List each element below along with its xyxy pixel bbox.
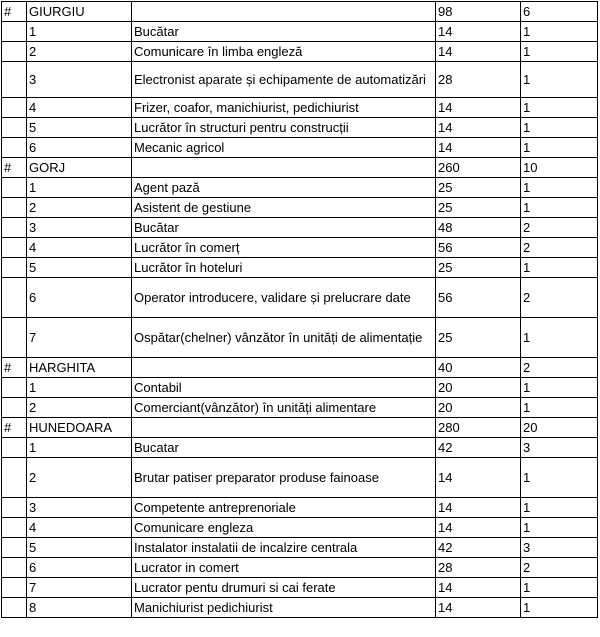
participants-cell: 14 — [436, 458, 521, 498]
spacer-cell — [2, 278, 27, 318]
spacer-cell — [2, 518, 27, 538]
county-total-courses: 20 — [521, 418, 598, 438]
marker-cell: # — [2, 2, 27, 22]
table-row — [2, 458, 598, 498]
participants-cell: 14 — [436, 42, 521, 62]
courses-count-cell: 1 — [521, 378, 598, 398]
county-header-row — [2, 418, 598, 438]
county-total-courses: 6 — [521, 2, 598, 22]
participants-cell: 28 — [436, 62, 521, 98]
table-row — [2, 218, 598, 238]
participants-cell: 14 — [436, 518, 521, 538]
spacer-cell — [2, 198, 27, 218]
table-row — [2, 498, 598, 518]
row-number-cell: 1 — [27, 378, 132, 398]
participants-cell: 14 — [436, 118, 521, 138]
county-name-cell: GIURGIU — [27, 2, 132, 22]
county-header-row — [2, 2, 598, 22]
table-row — [2, 318, 598, 358]
spacer-cell — [2, 458, 27, 498]
county-name-cell: HUNEDOARA — [27, 418, 132, 438]
course-name-cell: Comunicare în limba engleză — [132, 42, 436, 62]
row-number-cell: 7 — [27, 578, 132, 598]
row-number-cell: 1 — [27, 178, 132, 198]
course-name-cell: Contabil — [132, 378, 436, 398]
participants-cell: 14 — [436, 598, 521, 618]
participants-cell: 25 — [436, 198, 521, 218]
spacer-cell — [2, 98, 27, 118]
spacer-cell — [2, 538, 27, 558]
spacer-cell — [2, 318, 27, 358]
row-number-cell: 5 — [27, 118, 132, 138]
participants-cell: 42 — [436, 538, 521, 558]
row-number-cell: 5 — [27, 258, 132, 278]
courses-count-cell: 1 — [521, 598, 598, 618]
courses-count-cell: 1 — [521, 62, 598, 98]
spacer-cell — [2, 398, 27, 418]
county-total-participants: 98 — [436, 2, 521, 22]
courses-count-cell: 1 — [521, 458, 598, 498]
row-number-cell: 4 — [27, 238, 132, 258]
spacer-cell — [2, 62, 27, 98]
county-header-row — [2, 158, 598, 178]
spacer-cell — [2, 578, 27, 598]
row-number-cell: 3 — [27, 218, 132, 238]
row-number-cell: 7 — [27, 318, 132, 358]
table-row — [2, 598, 598, 618]
courses-count-cell: 3 — [521, 538, 598, 558]
course-name-cell: Mecanic agricol — [132, 138, 436, 158]
spacer-cell — [2, 218, 27, 238]
table-row — [2, 138, 598, 158]
course-name-cell: Operator introducere, validare și prelucrare date — [132, 278, 436, 318]
participants-cell: 56 — [436, 278, 521, 318]
table-row — [2, 178, 598, 198]
courses-count-cell: 2 — [521, 218, 598, 238]
course-name-cell: Asistent de gestiune — [132, 198, 436, 218]
spacer-cell — [2, 498, 27, 518]
county-name-cell: GORJ — [27, 158, 132, 178]
row-number-cell: 2 — [27, 198, 132, 218]
participants-cell: 48 — [436, 218, 521, 238]
participants-cell: 20 — [436, 398, 521, 418]
table-row — [2, 198, 598, 218]
course-name-cell: Frizer, coafor, manichiurist, pedichiurist — [132, 98, 436, 118]
course-name-cell: Bucatar — [132, 438, 436, 458]
table-row — [2, 558, 598, 578]
course-name-cell: Electronist aparate și echipamente de automatizări — [132, 62, 436, 98]
courses-count-cell: 1 — [521, 398, 598, 418]
county-header-row — [2, 358, 598, 378]
county-total-participants: 40 — [436, 358, 521, 378]
participants-cell: 25 — [436, 258, 521, 278]
course-name-cell: Lucrător în comerț — [132, 238, 436, 258]
table-row — [2, 438, 598, 458]
course-name-cell: Comunicare engleza — [132, 518, 436, 538]
marker-cell: # — [2, 418, 27, 438]
table-row — [2, 538, 598, 558]
table-row — [2, 118, 598, 138]
course-name-cell: Lucrator pentu drumuri si cai ferate — [132, 578, 436, 598]
courses-count-cell: 1 — [521, 258, 598, 278]
row-number-cell: 6 — [27, 138, 132, 158]
row-number-cell: 1 — [27, 438, 132, 458]
spacer-cell — [2, 378, 27, 398]
spacer-cell — [2, 178, 27, 198]
course-name-cell: Lucrator in comert — [132, 558, 436, 578]
courses-count-cell: 1 — [521, 578, 598, 598]
county-total-courses: 2 — [521, 358, 598, 378]
courses-count-cell: 1 — [521, 98, 598, 118]
participants-cell: 56 — [436, 238, 521, 258]
courses-count-cell: 3 — [521, 438, 598, 458]
county-spacer-cell — [132, 418, 436, 438]
table-row — [2, 578, 598, 598]
participants-cell: 14 — [436, 498, 521, 518]
spacer-cell — [2, 238, 27, 258]
course-name-cell: Bucătar — [132, 218, 436, 238]
courses-count-cell: 1 — [521, 318, 598, 358]
courses-count-cell: 1 — [521, 42, 598, 62]
participants-cell: 25 — [436, 318, 521, 358]
course-name-cell: Competente antreprenoriale — [132, 498, 436, 518]
course-name-cell: Lucrător în hoteluri — [132, 258, 436, 278]
courses-count-cell: 1 — [521, 178, 598, 198]
table-row — [2, 22, 598, 42]
courses-count-cell: 1 — [521, 198, 598, 218]
course-name-cell: Brutar patiser preparator produse fainoase — [132, 458, 436, 498]
spacer-cell — [2, 22, 27, 42]
course-name-cell: Comerciant(vânzător) în unități alimentare — [132, 398, 436, 418]
county-total-participants: 260 — [436, 158, 521, 178]
county-total-courses: 10 — [521, 158, 598, 178]
participants-cell: 14 — [436, 578, 521, 598]
courses-count-cell: 1 — [521, 518, 598, 538]
table-row — [2, 62, 598, 98]
row-number-cell: 6 — [27, 558, 132, 578]
row-number-cell: 2 — [27, 398, 132, 418]
table-row — [2, 98, 598, 118]
table-row — [2, 278, 598, 318]
spacer-cell — [2, 558, 27, 578]
course-name-cell: Manichiurist pedichiurist — [132, 598, 436, 618]
participants-cell: 42 — [436, 438, 521, 458]
row-number-cell: 8 — [27, 598, 132, 618]
course-name-cell: Ospătar(chelner) vânzător în unități de alimentație — [132, 318, 436, 358]
courses-count-cell: 1 — [521, 498, 598, 518]
spacer-cell — [2, 138, 27, 158]
spacer-cell — [2, 598, 27, 618]
row-number-cell: 5 — [27, 538, 132, 558]
row-number-cell: 2 — [27, 458, 132, 498]
county-spacer-cell — [132, 158, 436, 178]
courses-count-cell: 2 — [521, 238, 598, 258]
courses-count-cell: 1 — [521, 118, 598, 138]
courses-count-cell: 2 — [521, 558, 598, 578]
row-number-cell: 1 — [27, 22, 132, 42]
row-number-cell: 4 — [27, 518, 132, 538]
courses-count-cell: 1 — [521, 22, 598, 42]
participants-cell: 14 — [436, 22, 521, 42]
marker-cell: # — [2, 358, 27, 378]
county-name-cell: HARGHITA — [27, 358, 132, 378]
courses-count-cell: 2 — [521, 278, 598, 318]
row-number-cell: 2 — [27, 42, 132, 62]
participants-cell: 20 — [436, 378, 521, 398]
row-number-cell: 6 — [27, 278, 132, 318]
marker-cell: # — [2, 158, 27, 178]
course-name-cell: Bucătar — [132, 22, 436, 42]
participants-cell: 25 — [436, 178, 521, 198]
table-body — [2, 2, 598, 618]
spacer-cell — [2, 42, 27, 62]
row-number-cell: 3 — [27, 62, 132, 98]
course-name-cell: Agent pază — [132, 178, 436, 198]
table-row — [2, 518, 598, 538]
table-row — [2, 378, 598, 398]
table-row — [2, 238, 598, 258]
spacer-cell — [2, 118, 27, 138]
participants-cell: 14 — [436, 138, 521, 158]
course-name-cell: Lucrător în structuri pentru construcții — [132, 118, 436, 138]
county-spacer-cell — [132, 2, 436, 22]
row-number-cell: 4 — [27, 98, 132, 118]
courses-count-cell: 1 — [521, 138, 598, 158]
participants-cell: 28 — [436, 558, 521, 578]
county-total-participants: 280 — [436, 418, 521, 438]
row-number-cell: 3 — [27, 498, 132, 518]
table-row — [2, 42, 598, 62]
spacer-cell — [2, 258, 27, 278]
table-row — [2, 258, 598, 278]
spacer-cell — [2, 438, 27, 458]
course-name-cell: Instalator instalatii de incalzire centrala — [132, 538, 436, 558]
participants-cell: 14 — [436, 98, 521, 118]
courses-table — [1, 1, 598, 618]
county-spacer-cell — [132, 358, 436, 378]
table-row — [2, 398, 598, 418]
